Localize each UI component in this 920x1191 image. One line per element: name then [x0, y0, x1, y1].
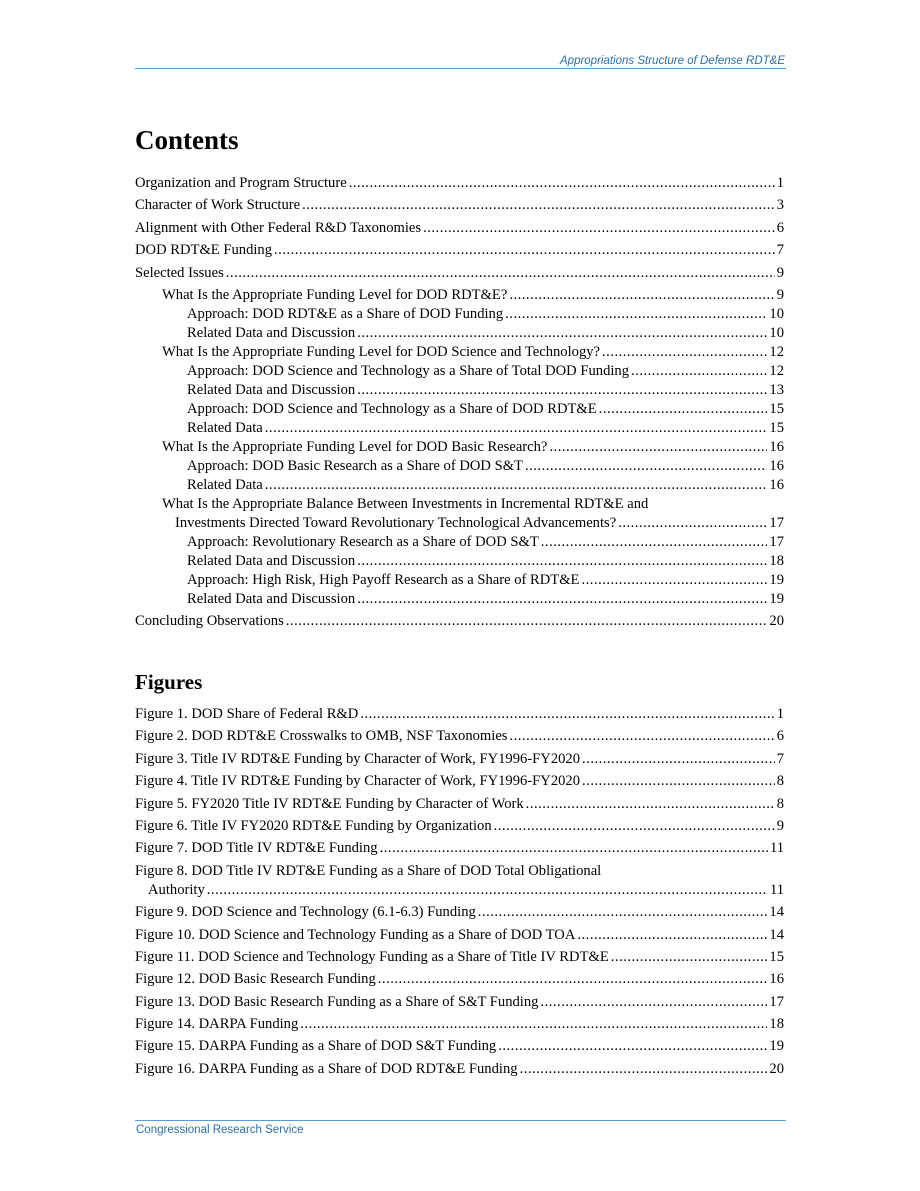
toc-entry[interactable]: [135, 241, 784, 260]
dot-leader: [505, 305, 767, 324]
dot-leader: [631, 362, 767, 381]
dot-leader: [226, 264, 775, 283]
toc-entry[interactable]: [135, 305, 784, 324]
dot-leader: [349, 174, 775, 193]
toc-entry[interactable]: [135, 495, 784, 533]
figure-entry-page: 20: [769, 1060, 784, 1077]
toc-entry-title: Related Data and Discussion: [187, 324, 356, 341]
figure-entry-title: Figure 13. DOD Basic Research Funding as a Share of S&T Funding: [135, 993, 539, 1010]
figure-entry[interactable]: [135, 862, 784, 900]
toc-entry-title: What Is the Appropriate Funding Level for DOD RDT&E?: [162, 286, 508, 303]
toc-entry-title: Organization and Program Structure: [135, 175, 347, 191]
figure-entry[interactable]: [135, 948, 784, 967]
dot-leader: [357, 324, 767, 343]
toc-entry[interactable]: [135, 590, 784, 609]
dot-leader: [526, 795, 775, 814]
toc-entry-title: Related Data: [187, 419, 263, 436]
toc-entry[interactable]: [135, 571, 784, 590]
dot-leader: [380, 839, 768, 858]
toc-entry[interactable]: [135, 438, 784, 457]
figure-entry-page: 11: [769, 881, 784, 898]
dot-leader: [357, 590, 767, 609]
figure-entry-page: 16: [769, 971, 784, 988]
toc-entry-title: DOD RDT&E Funding: [135, 242, 273, 259]
figure-entry-title: Figure 10. DOD Science and Technology Funding as a Share of DOD TOA: [135, 926, 576, 943]
figure-entry-title: Figure 5. FY2020 Title IV RDT&E Funding by Character of Work: [135, 795, 524, 812]
dot-leader: [360, 705, 774, 724]
dot-leader: [509, 286, 774, 305]
toc-entry-page: 3: [776, 197, 784, 214]
toc-entry-title: Related Data and Discussion: [187, 590, 356, 607]
toc-entry-page: 16: [769, 476, 784, 493]
dot-leader: [478, 903, 768, 922]
dot-leader: [577, 926, 767, 945]
toc-entry-page: 1: [776, 175, 784, 191]
toc-entry-page: 19: [769, 590, 784, 607]
toc-entry[interactable]: [135, 362, 784, 381]
toc-entry[interactable]: [135, 381, 784, 400]
toc-entry[interactable]: [135, 324, 784, 343]
figure-entry-page: 14: [769, 904, 784, 921]
toc-entry-page: 6: [776, 219, 784, 236]
figures-heading: Figures: [135, 670, 203, 694]
dot-leader: [265, 476, 768, 495]
figure-entry-page: 9: [776, 817, 784, 834]
figure-entry[interactable]: [135, 817, 784, 836]
dot-leader: [618, 514, 767, 533]
dot-leader: [498, 1037, 767, 1056]
dot-leader: [581, 571, 767, 590]
contents-list: [135, 174, 784, 635]
figure-entry-title: Figure 7. DOD Title IV RDT&E Funding: [135, 840, 378, 857]
figure-entry-page: 8: [776, 795, 784, 812]
toc-entry-title: Related Data and Discussion: [187, 552, 356, 569]
toc-entry[interactable]: [135, 219, 784, 238]
figure-entry[interactable]: [135, 926, 784, 945]
toc-entry-title: Character of Work Structure: [135, 197, 301, 214]
figure-entry-title: Figure 12. DOD Basic Research Funding: [135, 971, 376, 988]
toc-entry-page: 16: [769, 457, 784, 474]
toc-entry-title: What Is the Appropriate Funding Level for DOD Science and Technology?: [162, 343, 601, 360]
toc-entry-page: 12: [769, 362, 784, 379]
toc-entry-page: 9: [776, 286, 784, 303]
dot-leader: [274, 241, 775, 260]
toc-entry[interactable]: [135, 264, 784, 283]
footer-divider: [135, 1120, 786, 1121]
toc-entry[interactable]: [135, 533, 784, 552]
figure-entry-title: Figure 14. DARPA Funding: [135, 1016, 299, 1033]
toc-entry-page: 9: [776, 264, 784, 281]
figure-entry-title: Figure 16. DARPA Funding as a Share of DOD RDT&E Funding: [135, 1060, 518, 1077]
figure-entry-title: Figure 11. DOD Science and Technology Funding as a Share of Title IV RDT&E: [135, 948, 609, 965]
figure-entry[interactable]: [135, 795, 784, 814]
toc-entry-title: Alignment with Other Federal R&D Taxonomies: [135, 219, 422, 236]
figure-entry[interactable]: [135, 772, 784, 791]
toc-entry-page: 10: [769, 324, 784, 341]
toc-entry-title: Approach: DOD Basic Research as a Share of DOD S&T: [187, 457, 523, 474]
dot-leader: [541, 533, 768, 552]
toc-entry-page: 18: [769, 552, 784, 569]
toc-entry[interactable]: [135, 196, 784, 215]
toc-entry-title: Related Data and Discussion: [187, 381, 356, 398]
figure-entry-title: Figure 9. DOD Science and Technology (6.1-6.3) Funding: [135, 904, 476, 921]
figure-entry[interactable]: [135, 727, 784, 746]
figure-entry-title: Figure 6. Title IV FY2020 RDT&E Funding by Organization: [135, 817, 492, 834]
header-divider: [135, 68, 786, 69]
figure-entry[interactable]: [135, 1060, 784, 1079]
figure-entry-title-line2: Authority: [148, 881, 205, 898]
toc-entry-page: 19: [769, 571, 784, 588]
figure-entry-page: 7: [776, 750, 784, 767]
figure-entry[interactable]: [135, 839, 784, 858]
figure-entry-page: 17: [769, 993, 784, 1010]
figure-entry-page: 11: [769, 840, 784, 857]
toc-entry-title: Related Data: [187, 476, 263, 493]
toc-entry[interactable]: [135, 552, 784, 571]
figure-entry[interactable]: [135, 903, 784, 922]
dot-leader: [599, 400, 768, 419]
toc-entry-page: 17: [769, 514, 784, 531]
dot-leader: [286, 612, 768, 631]
toc-entry-page: 7: [776, 242, 784, 259]
toc-entry-title-line2: Investments Directed Toward Revolutionary Technological Advancements?: [175, 514, 617, 531]
figures-list: [135, 705, 784, 1082]
footer-publisher: Congressional Research Service: [136, 1124, 304, 1136]
figure-entry[interactable]: [135, 705, 784, 724]
dot-leader: [378, 970, 768, 989]
toc-entry[interactable]: [135, 476, 784, 495]
dot-leader: [525, 457, 767, 476]
toc-entry-page: 17: [769, 533, 784, 550]
figure-entry[interactable]: [135, 1015, 784, 1034]
figure-entry-page: 1: [776, 706, 784, 722]
figure-entry-title-line1: Figure 8. DOD Title IV RDT&E Funding as a Share of DOD Total Obligational: [135, 862, 602, 879]
toc-entry[interactable]: [135, 400, 784, 419]
toc-entry-page: 15: [769, 400, 784, 417]
toc-entry[interactable]: [135, 174, 784, 193]
figure-entry-page: 6: [776, 728, 784, 745]
figure-entry-page: 19: [769, 1038, 784, 1055]
toc-entry-title: Approach: Revolutionary Research as a Share of DOD S&T: [187, 533, 539, 550]
toc-entry-title: Selected Issues: [135, 264, 224, 281]
figure-entry-page: 15: [769, 948, 784, 965]
dot-leader: [494, 817, 775, 836]
toc-entry-title: What Is the Appropriate Funding Level for DOD Basic Research?: [162, 438, 548, 455]
dot-leader: [540, 993, 767, 1012]
toc-entry-page: 12: [769, 343, 784, 360]
figure-entry[interactable]: [135, 750, 784, 769]
toc-entry-title: Concluding Observations: [135, 613, 284, 630]
figure-entry[interactable]: [135, 970, 784, 989]
dot-leader: [207, 881, 768, 900]
toc-entry[interactable]: [135, 419, 784, 438]
running-header-title: Appropriations Structure of Defense RDT&E: [560, 55, 785, 67]
figure-entry-page: 8: [776, 773, 784, 790]
toc-entry-title-line1: What Is the Appropriate Balance Between Investments in Incremental RDT&E and: [162, 495, 649, 512]
dot-leader: [423, 219, 775, 238]
contents-heading: Contents: [135, 125, 239, 155]
figure-entry-title: Figure 2. DOD RDT&E Crosswalks to OMB, NSF Taxonomies: [135, 728, 508, 745]
dot-leader: [509, 727, 774, 746]
dot-leader: [549, 438, 767, 457]
toc-entry[interactable]: [135, 612, 784, 631]
dot-leader: [520, 1060, 768, 1079]
dot-leader: [357, 552, 767, 571]
toc-entry-page: 16: [769, 438, 784, 455]
toc-entry-title: Approach: DOD Science and Technology as a Share of DOD RDT&E: [187, 400, 597, 417]
figure-entry-page: 18: [769, 1016, 784, 1033]
figure-entry-page: 14: [769, 926, 784, 943]
figure-entry[interactable]: [135, 993, 784, 1012]
toc-entry-title: Approach: High Risk, High Payoff Research as a Share of RDT&E: [187, 571, 580, 588]
figure-entry-title: Figure 3. Title IV RDT&E Funding by Character of Work, FY1996-FY2020: [135, 750, 581, 767]
toc-entry[interactable]: [135, 343, 784, 362]
figure-entry[interactable]: [135, 1037, 784, 1056]
figure-entry-title: Figure 4. Title IV RDT&E Funding by Character of Work, FY1996-FY2020: [135, 773, 581, 790]
dot-leader: [302, 196, 775, 215]
toc-entry-page: 10: [769, 305, 784, 322]
toc-entry-title: Approach: DOD RDT&E as a Share of DOD Funding: [187, 305, 504, 322]
dot-leader: [300, 1015, 767, 1034]
figure-entry-title: Figure 15. DARPA Funding as a Share of DOD S&T Funding: [135, 1038, 497, 1055]
toc-entry[interactable]: [135, 457, 784, 476]
toc-entry-title: Approach: DOD Science and Technology as a Share of Total DOD Funding: [187, 362, 630, 379]
toc-entry[interactable]: [135, 286, 784, 305]
dot-leader: [582, 750, 775, 769]
toc-entry-page: 15: [769, 419, 784, 436]
dot-leader: [357, 381, 767, 400]
dot-leader: [602, 343, 767, 362]
toc-entry-page: 13: [769, 381, 784, 398]
dot-leader: [611, 948, 768, 967]
toc-entry-page: 20: [769, 613, 784, 630]
dot-leader: [265, 419, 768, 438]
figure-entry-title: Figure 1. DOD Share of Federal R&D: [135, 706, 359, 722]
dot-leader: [582, 772, 775, 791]
